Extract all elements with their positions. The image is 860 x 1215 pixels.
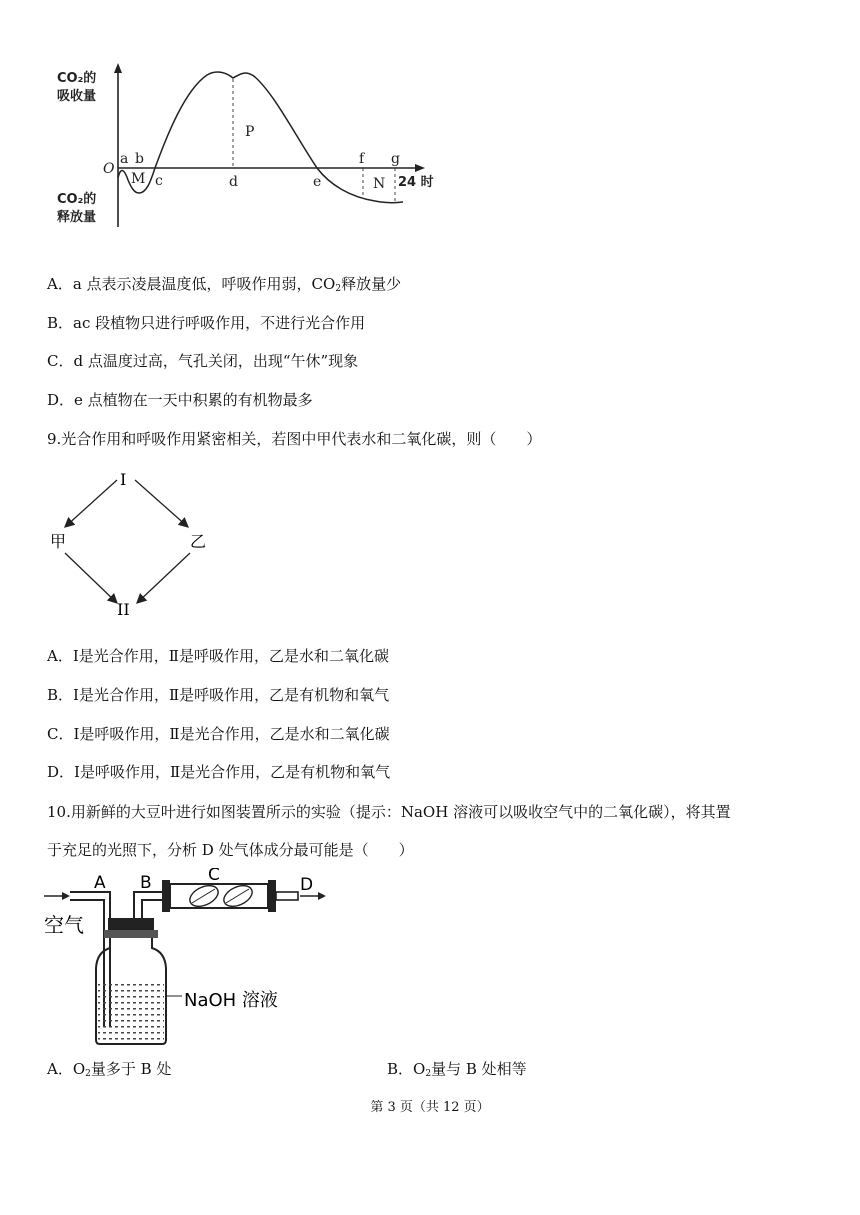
- q9-option-c: C．Ⅰ是呼吸作用，Ⅱ是光合作用，乙是水和二氧化碳: [47, 725, 390, 743]
- co2-curve-figure: [55, 55, 455, 235]
- label-a: A: [94, 873, 106, 893]
- label-b: B: [140, 873, 152, 893]
- x-axis-arrow: [415, 164, 425, 172]
- q10-stem-line2: 于充足的光照下，分析 D 处气体成分最可能是（ ）: [47, 841, 414, 859]
- stopper-ring: [104, 930, 158, 938]
- region-P: P: [245, 124, 255, 140]
- chamber-body: [170, 884, 268, 908]
- page-footer: 第 3 页（共 12 页）: [370, 1100, 490, 1115]
- diagram-bottom: II: [117, 600, 130, 619]
- q10-option-b: B．$O_2$量与 B 处相等: [387, 1060, 527, 1079]
- diagram-left: 甲: [50, 532, 67, 551]
- point-e: e: [313, 174, 322, 190]
- arrow-right-bottom: [137, 553, 190, 603]
- region-M: M: [131, 171, 146, 187]
- q9-option-a: A．Ⅰ是光合作用，Ⅱ是呼吸作用，乙是水和二氧化碳: [47, 647, 389, 665]
- solution-label: NaOH 溶液: [184, 990, 278, 1011]
- q8-option-d: D．e 点植物在一天中积累的有机物最多: [47, 391, 313, 409]
- q9-stem: 9.光合作用和呼吸作用紧密相关，若图中甲代表水和二氧化碳，则（ ）: [47, 430, 542, 448]
- ylabel-top-1: CO₂的: [57, 71, 97, 86]
- region-N: N: [373, 176, 386, 192]
- origin-label: O: [103, 161, 115, 177]
- label-c: C: [208, 868, 220, 885]
- arrow-top-right: [135, 480, 188, 527]
- q10-stem-line1: 10.用新鲜的大豆叶进行如图装置所示的实验（提示：NaOH 溶液可以吸收空气中的二氧化碳），将其置: [47, 803, 731, 821]
- chamber-cap-left: [162, 880, 170, 912]
- diagram-top: I: [120, 470, 127, 489]
- air-arrow-head: [62, 892, 70, 900]
- outlet-tube: [276, 892, 298, 900]
- q10-apparatus: [42, 868, 362, 1048]
- arrow-left-bottom: [65, 553, 117, 603]
- naoh-solution: [98, 982, 164, 1042]
- air-label: 空气: [44, 913, 84, 937]
- q10-option-a: A．$O_2$量多于 B 处: [47, 1060, 172, 1079]
- q9-option-b: B．Ⅰ是光合作用，Ⅱ是呼吸作用，乙是有机物和氧气: [47, 686, 390, 704]
- q8-option-c: C．d 点温度过高，气孔关闭，出现“午休”现象: [47, 352, 359, 370]
- point-a: a: [120, 151, 129, 167]
- point-g: g: [391, 151, 400, 167]
- q9-cycle-diagram: [45, 465, 225, 625]
- outlet-arrow-head: [318, 892, 326, 900]
- point-d: d: [229, 174, 238, 190]
- diagram-right: 乙: [190, 532, 207, 551]
- chamber-cap-right: [268, 880, 276, 912]
- ylabel-bottom-2: 释放量: [57, 210, 97, 225]
- x-end-label: 24 时: [398, 175, 434, 190]
- point-c: c: [155, 173, 163, 189]
- q8-option-a: A．a 点表示凌晨温度低，呼吸作用弱，$CO_2$释放量少: [47, 275, 402, 294]
- q8-option-b: B．ac 段植物只进行呼吸作用，不进行光合作用: [47, 314, 366, 332]
- arrow-top-left: [65, 480, 117, 527]
- point-f: f: [359, 151, 365, 167]
- label-d: D: [300, 875, 314, 895]
- q9-option-d: D．Ⅰ是呼吸作用，Ⅱ是光合作用，乙是有机物和氧气: [47, 763, 391, 781]
- stopper: [108, 918, 154, 930]
- ylabel-bottom-1: CO₂的: [57, 192, 97, 207]
- y-axis-arrow: [114, 63, 122, 73]
- point-b: b: [135, 151, 144, 167]
- ylabel-top-2: 吸收量: [57, 89, 97, 104]
